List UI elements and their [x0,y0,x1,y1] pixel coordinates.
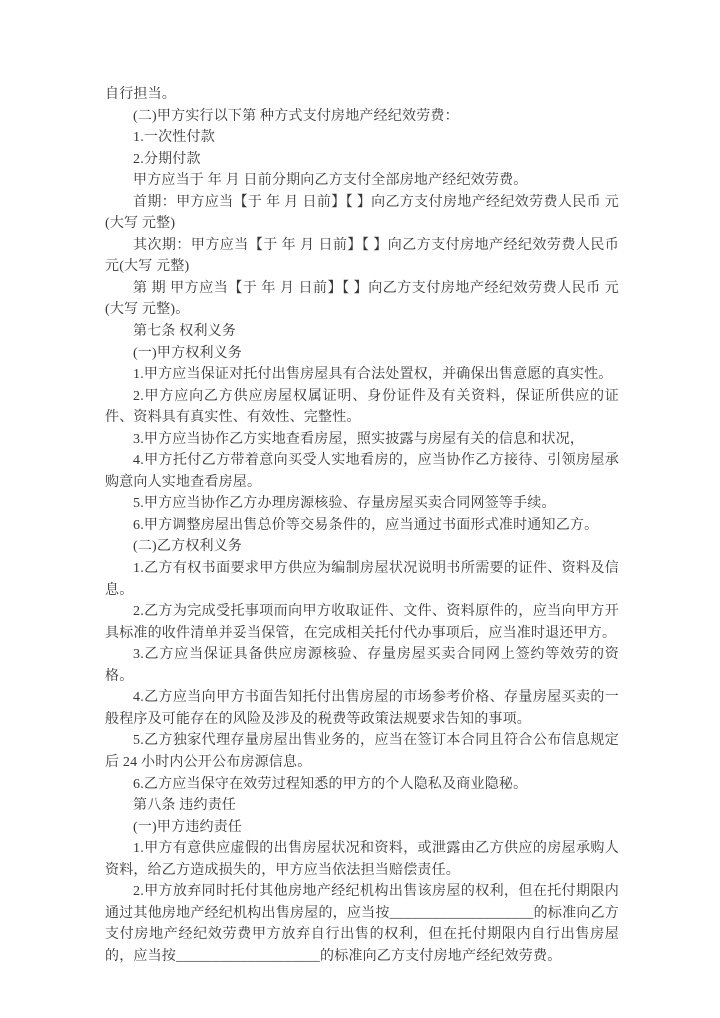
subsection-heading-party-a-breach: (一)甲方违约责任 [133,819,243,835]
paragraph-party-a-obligation-2: 2.甲方应向乙方供应房屋权属证明、身份证件及有关资料，保证所供应的证件、资料具有真实性、有效性、完整性。 [105,388,619,426]
paragraph-party-a-breach-1: 1.甲方有意供应虚假的出售房屋状况和资料，或泄露由乙方供应的房屋承购人资料，给乙方造成损失的，甲方应当依法担当赔偿责任。 [105,841,619,878]
paragraph-second-installment: 其次期：甲方应当【于 年 月 日前】【 】向乙方支付房地产经纪效劳费人民币 元(大写 元整) [105,237,619,275]
paragraph-party-b-obligation-5: 5.乙方独家代理存量房屋出售业务的，应当在签订本合同且符合公布信息规定后 24 小时内公开公布房源信息。 [105,733,619,770]
subsection-heading-party-a-rights: (一)甲方权利义务 [133,345,243,361]
paragraph-party-a-obligation-5: 5.甲方应当协作乙方办理房源核验、存量房屋买卖合同网签等手续。 [133,496,556,512]
paragraph-party-a-obligation-1: 1.甲方应当保证对托付出售房屋具有合法处置权，并确保出售意愿的真实性。 [133,367,613,383]
paragraph-installment-schedule: 甲方应当于 年 月 日前分期向乙方支付全部房地产经纪效劳费。 [133,173,528,189]
paragraph-party-a-breach-2: 2.甲方放弃同时托付其他房地产经纪机构出售该房屋的权利，但在托付期限内通过其他房地产经纪机构出售房屋的，应当按____________________的标准向乙方支付房地产经纪效劳费甲方放弃自行出售的权利，但在托付期限内自行出售房屋的，应当按____________________的标准向乙方支付房地产经纪效劳费。 [105,884,619,964]
paragraph-party-b-obligation-2: 2.乙方为完成受托事项而向甲方收取证件、文件、资料原件的，应当向甲方开具标准的收件清单并妥当保管，在完成相关托付代办事项后，应当准时退还甲方。 [105,604,619,641]
paragraph-party-b-obligation-6: 6.乙方应当保守在效劳过程知悉的甲方的个人隐私及商业隐秘。 [133,776,528,792]
subsection-heading-party-b-rights: (二)乙方权利义务 [133,539,243,555]
section-heading-article-8: 第八条 违约责任 [133,798,237,814]
paragraph-nth-installment: 第 期 甲方应当【于 年 月 日前】【 】向乙方支付房地产经纪效劳费人民币 元(大写 元整)。 [105,280,619,318]
clause-payment-method: (二)甲方实行以下第 种方式支付房地产经纪效劳费： [133,108,459,124]
paragraph-party-b-obligation-3: 3.乙方应当保证具备供应房源核验、存量房屋买卖合同网上签约等效劳的资格。 [105,647,619,684]
paragraph-party-b-obligation-1: 1.乙方有权书面要求甲方供应为编制房屋状况说明书所需要的证件、资料及信息。 [105,561,619,598]
paragraph-continuation: 自行担当。 [105,87,176,102]
list-item-lump-sum-payment: 1.一次性付款 [133,130,215,146]
paragraph-party-a-obligation-3: 3.甲方应当协作乙方实地查看房屋，照实披露与房屋有关的信息和状况， [133,431,585,447]
section-heading-article-7: 第七条 权利义务 [133,324,237,340]
list-item-installment-payment: 2.分期付款 [133,151,201,167]
paragraph-party-b-obligation-4: 4.乙方应当向甲方书面告知托付出售房屋的市场参考价格、存量房屋买卖的一般程序及可能存在的风险及涉及的税费等政策法规要求告知的事项。 [105,690,619,727]
paragraph-first-installment: 首期：甲方应当【于 年 月 日前】【 】向乙方支付房地产经纪效劳费人民币 元(大写 元整) [105,194,619,232]
paragraph-party-a-obligation-4: 4.甲方托付乙方带着意向买受人实地看房的，应当协作乙方接待、引领房屋承购意向人实地查看房屋。 [105,453,619,490]
paragraph-party-a-obligation-6: 6.甲方调整房屋出售总价等交易条件的，应当通过书面形式准时通知乙方。 [133,517,599,533]
